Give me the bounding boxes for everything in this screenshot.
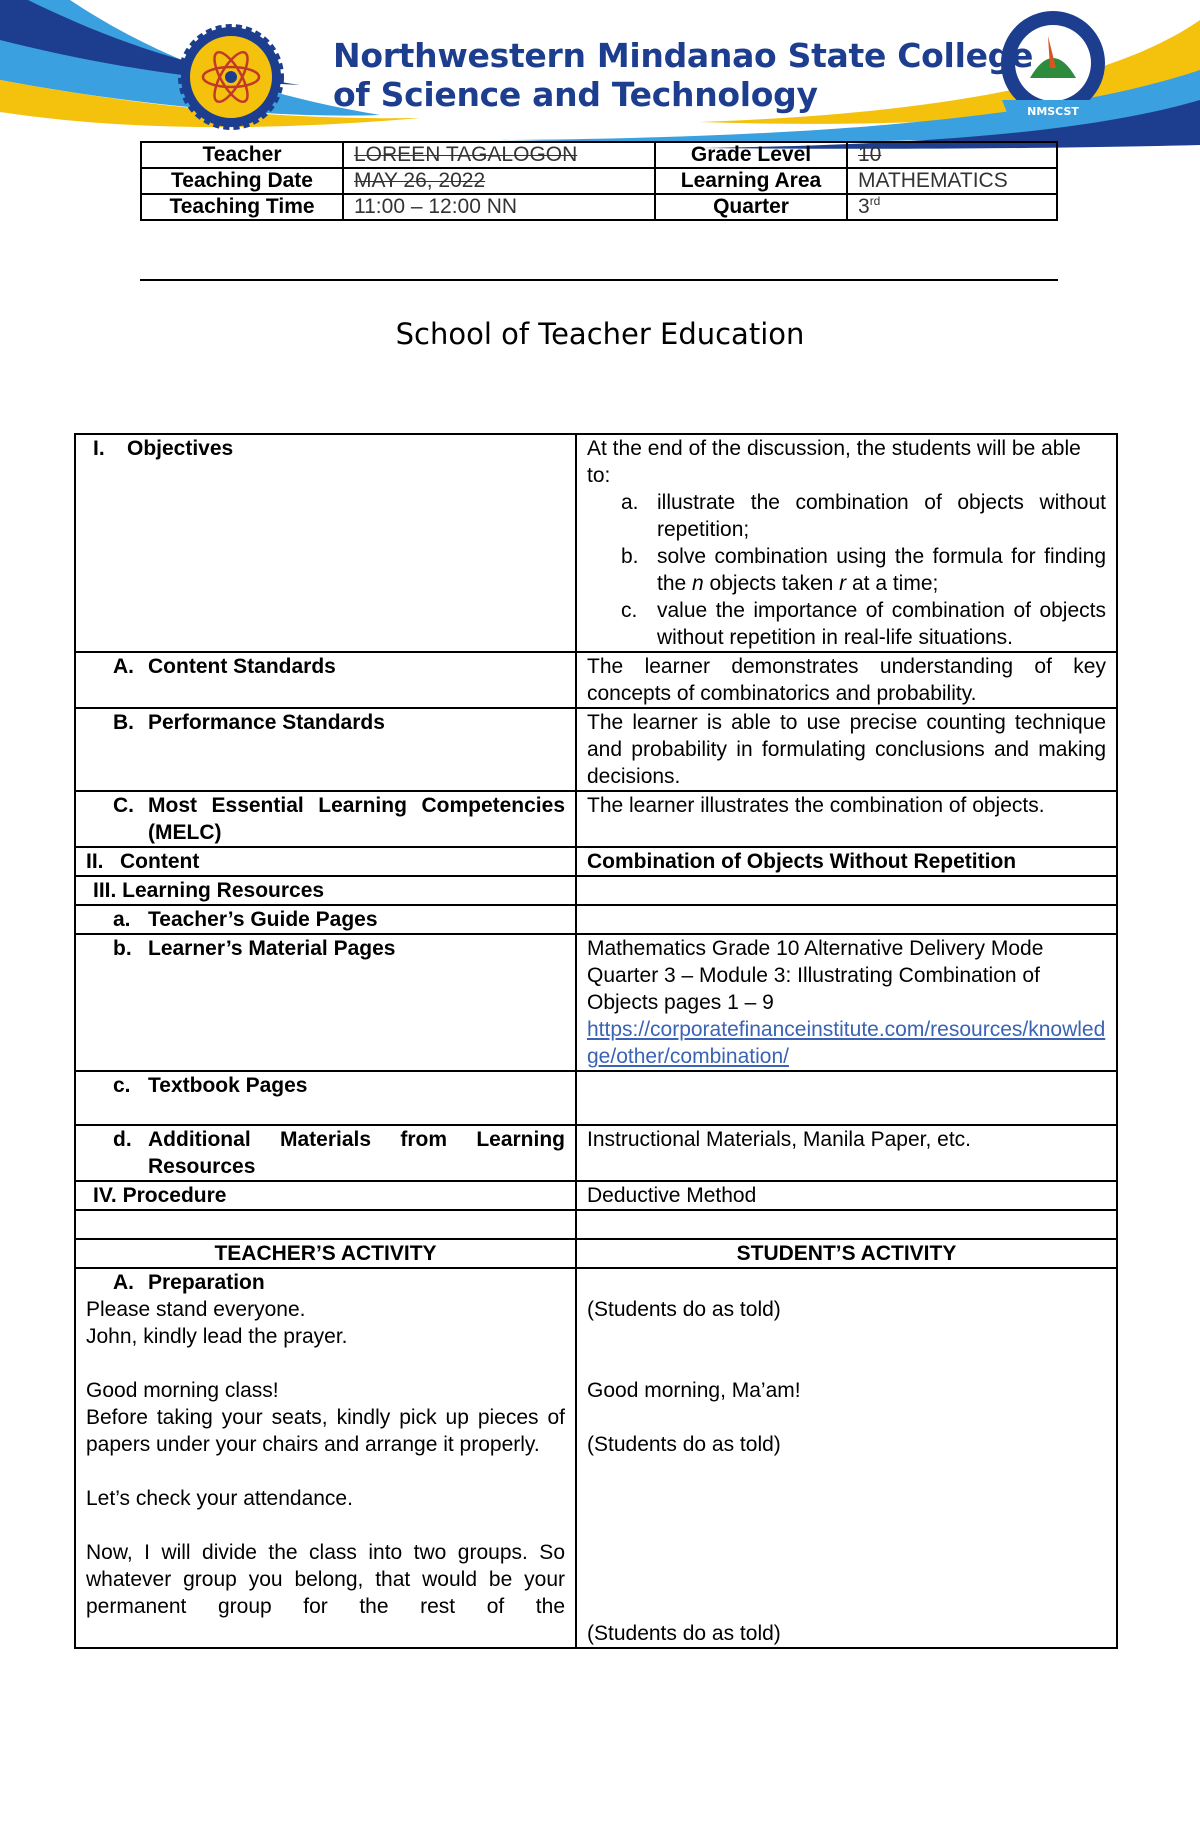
table-row: II. Content Combination of Objects Without Repetition bbox=[75, 847, 1117, 876]
table-row: c. Textbook Pages bbox=[75, 1071, 1117, 1125]
college-name bbox=[333, 36, 1033, 114]
learning-resources-label: III. Learning Resources bbox=[75, 876, 576, 905]
list-item: b. solve combination using the formula for finding the n objects taken r at a time; bbox=[621, 545, 1106, 595]
grade-level-value: 10 bbox=[847, 142, 1057, 168]
student-activity-header: STUDENT’S ACTIVITY bbox=[576, 1239, 1117, 1268]
teacher-activity-header: TEACHER’S ACTIVITY bbox=[75, 1239, 576, 1268]
performance-standards-value: The learner is able to use precise counting technique and probability in formulating conclusions and making decisions. bbox=[576, 708, 1117, 791]
table-row: d. Additional Materials from Learning Resources Instructional Materials, Manila Paper, etc. bbox=[75, 1125, 1117, 1181]
teaching-time-label: Teaching Time bbox=[141, 194, 343, 220]
teacher-line: Good morning class! bbox=[86, 1379, 279, 1402]
preparation-label: Preparation bbox=[148, 1271, 265, 1294]
textbook-label: Textbook Pages bbox=[148, 1074, 308, 1097]
melc-label: Most Essential Learning Competencies (MELC) bbox=[148, 794, 565, 844]
teaching-date-label: Teaching Date bbox=[141, 168, 343, 194]
teacher-line: Let’s check your attendance. bbox=[86, 1487, 353, 1510]
teacher-label: Teacher bbox=[141, 142, 343, 168]
table-row bbox=[75, 876, 1117, 905]
teaching-date-value: MAY 26, 2022 bbox=[343, 168, 655, 194]
table-row: a. Teacher’s Guide Pages bbox=[75, 905, 1117, 934]
objectives-list bbox=[587, 489, 1106, 651]
lesson-plan-table bbox=[74, 433, 1118, 1649]
procedure-value: Deductive Method bbox=[576, 1181, 1117, 1210]
objectives-intro: At the end of the discussion, the students will be able to: bbox=[587, 437, 1081, 487]
teacher-line: Please stand everyone. bbox=[86, 1298, 306, 1321]
procedure-label: IV. Procedure bbox=[75, 1181, 576, 1210]
table-row bbox=[75, 1181, 1117, 1210]
content-value: Combination of Objects Without Repetition bbox=[576, 847, 1117, 876]
student-line: Good morning, Ma’am! bbox=[587, 1379, 801, 1402]
student-line: (Students do as told) bbox=[587, 1298, 781, 1321]
learner-material-value: Mathematics Grade 10 Alternative Delivery Mode Quarter 3 – Module 3: Illustrating Combination of Objects pages 1 – 9 bbox=[587, 937, 1044, 1014]
teacher-guide-label: Teacher’s Guide Pages bbox=[148, 908, 378, 931]
table-row: B. Performance Standards The learner is able to use precise counting technique and probability in formulating conclusions and making decisions. bbox=[75, 708, 1117, 791]
teaching-time-value: 11:00 – 12:00 NN bbox=[343, 194, 655, 220]
table-row bbox=[75, 1239, 1117, 1268]
college-name-line2: of Science and Technology bbox=[333, 75, 818, 114]
gear-seal-icon bbox=[178, 24, 284, 130]
table-row: I. Objectives At the end of the discussion, the students will be able to: a. illustrate the combination of objects without repetition; b. solve combination using the formula for finding the n objects taken r at a time; c. value the importance of combination of objects without repetition in real-life situations. bbox=[75, 434, 1117, 652]
table-row bbox=[75, 1210, 1117, 1239]
list-item: c. value the importance of combination of objects without repetition in real-life situations. bbox=[621, 599, 1106, 649]
table-row: A. Content Standards The learner demonstrates understanding of key concepts of combinatorics and probability. bbox=[75, 652, 1117, 708]
teacher-line: John, kindly lead the prayer. bbox=[86, 1325, 348, 1348]
page-title: School of Teacher Education bbox=[395, 317, 805, 351]
objectives-label: Objectives bbox=[127, 437, 234, 460]
divider-line bbox=[140, 279, 1058, 281]
content-standards-value: The learner demonstrates understanding of key concepts of combinatorics and probability. bbox=[576, 652, 1117, 708]
performance-standards-label: Performance Standards bbox=[148, 711, 385, 734]
quarter-label: Quarter bbox=[655, 194, 847, 220]
additional-materials-value: Instructional Materials, Manila Paper, etc. bbox=[576, 1125, 1117, 1181]
teacher-info-table bbox=[140, 141, 1058, 221]
learning-area-value: MATHEMATICS bbox=[847, 168, 1057, 194]
quarter-value: 3rd bbox=[847, 194, 1057, 220]
content-standards-label: Content Standards bbox=[148, 655, 336, 678]
table-row: C. Most Essential Learning Competencies (MELC) The learner illustrates the combination of objects. bbox=[75, 791, 1117, 847]
svg-text:NMSCST: NMSCST bbox=[1027, 105, 1079, 118]
student-line: (Students do as told) bbox=[587, 1622, 781, 1645]
grade-level-label: Grade Level bbox=[655, 142, 847, 168]
teacher-line: Before taking your seats, kindly pick up pieces of papers under your chairs and arrange it properly. bbox=[86, 1406, 565, 1456]
additional-materials-label: Additional Materials from Learning Resources bbox=[148, 1128, 565, 1178]
teacher-line: Now, I will divide the class into two groups. So whatever group you belong, that would be your permanent group for the rest of the bbox=[86, 1541, 565, 1618]
melc-value: The learner illustrates the combination of objects. bbox=[576, 791, 1117, 847]
table-row: A. Preparation Please stand everyone. John, kindly lead the prayer. Good morning class! Before taking your seats, kindly pick up pieces of papers under your chairs and arrange it properly. Let’s check your attendance. Now, I will divide the class into two groups. So whatever group you belong, that would be your permanent group for the rest of the (Students do as told) Good morning, Ma’am! (Students do as told) (Students do as told) bbox=[75, 1268, 1117, 1648]
table-row: b. Learner’s Material Pages Mathematics Grade 10 Alternative Delivery Mode Quarter 3 – Module 3: Illustrating Combination of Objects pages 1 – 9 https://corporatefinanceinstitute.com/resources/knowledge/other/combination/ bbox=[75, 934, 1117, 1071]
college-name-line1: Northwestern Mindanao State College bbox=[333, 36, 1034, 75]
reference-link[interactable]: https://corporatefinanceinstitute.com/resources/knowledge/other/combination/ bbox=[587, 1018, 1106, 1068]
student-line: (Students do as told) bbox=[587, 1433, 781, 1456]
learner-material-label: Learner’s Material Pages bbox=[148, 937, 396, 960]
list-item: a. illustrate the combination of objects without repetition; bbox=[621, 491, 1106, 541]
teacher-value: LOREEN TAGALOGON bbox=[343, 142, 655, 168]
learning-area-label: Learning Area bbox=[655, 168, 847, 194]
content-label: Content bbox=[120, 850, 200, 873]
